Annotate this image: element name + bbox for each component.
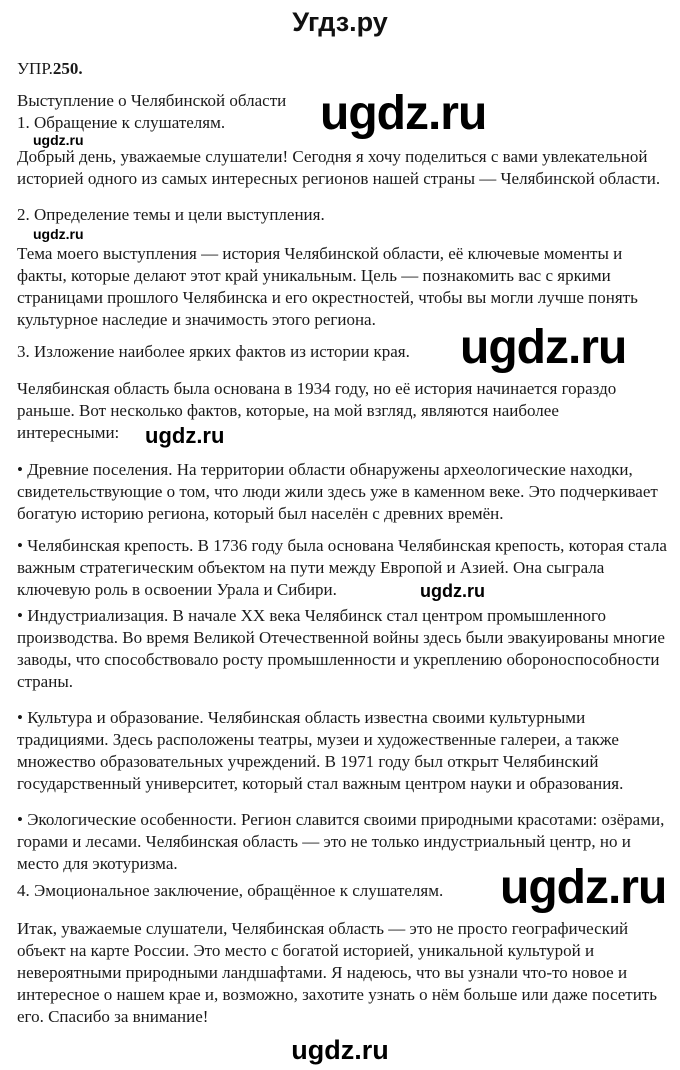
watermark: ugdz.ru bbox=[420, 581, 485, 601]
text-line: интересными: bbox=[17, 423, 120, 442]
watermark: ugdz.ru bbox=[33, 132, 84, 148]
text-line: историей одного из самых интересных регионов нашей страны — Челябинской области. bbox=[17, 169, 661, 188]
site-title: Угдз.ру bbox=[292, 7, 388, 37]
paragraph bbox=[17, 243, 638, 331]
exercise-number: 250. bbox=[52, 59, 83, 78]
text-line: 3. Изложение наиболее ярких фактов из истории края. bbox=[17, 342, 410, 361]
text-line: невероятными природными ландшафтами. Я надеюсь, что вы узнали что-то новое и bbox=[17, 963, 628, 982]
text-line: Челябинская область была основана в 1934 году, но её история начинается гораздо bbox=[17, 379, 617, 398]
text-line: Итак, уважаемые слушатели, Челябинская область — это не просто географический bbox=[17, 919, 629, 938]
paragraph bbox=[17, 707, 623, 795]
text-line: культурное наследие и значимость этого региона. bbox=[17, 310, 376, 329]
exercise-prefix: УПР. bbox=[17, 59, 53, 78]
text-line: • Индустриализация. В начале XX века Челябинск стал центром промышленного bbox=[17, 606, 606, 625]
text-line: 2. Определение темы и цели выступления. bbox=[17, 205, 325, 224]
paragraph bbox=[17, 378, 616, 444]
paragraph bbox=[17, 880, 443, 902]
watermark: ugdz.ru bbox=[460, 321, 627, 374]
text-line: интересное о нашем крае и, возможно, захотите узнать о нём больше или даже посетить bbox=[17, 985, 657, 1004]
text-line: 1. Обращение к слушателям. bbox=[17, 113, 226, 132]
text-line: государственный университет, который стал важным центром науки и образования. bbox=[17, 774, 624, 793]
paragraph bbox=[17, 146, 660, 190]
text-line: страницами прошлого Челябинска и его окрестностей, чтобы вы могли лучше понять bbox=[17, 288, 638, 307]
text-line: • Челябинская крепость. В 1736 году была основана Челябинская крепость, которая стала bbox=[17, 536, 667, 555]
text-line: горами и лесами. Челябинская область — это не только индустриальный центр, но и bbox=[17, 832, 631, 851]
watermark: ugdz.ru bbox=[320, 87, 487, 140]
text-line: 4. Эмоциональное заключение, обращённое к слушателям. bbox=[17, 881, 444, 900]
text-line: страны. bbox=[17, 672, 73, 691]
text-line: его. Спасибо за внимание! bbox=[17, 1007, 209, 1026]
watermark: ugdz.ru bbox=[145, 423, 225, 448]
text-line: Тема моего выступления — история Челябинской области, её ключевые моменты и bbox=[17, 244, 623, 263]
paragraph bbox=[17, 918, 657, 1028]
text-line: ключевую роль в освоении Урала и Сибири. bbox=[17, 580, 337, 599]
text-line: раньше. Вот несколько фактов, которые, на мой взгляд, являются наиболее bbox=[17, 401, 559, 420]
text-line: • Древние поселения. На территории области обнаружены археологические находки, bbox=[17, 460, 633, 479]
text-line: заводы, что способствовало росту промышленности и укреплению обороноспособности bbox=[17, 650, 660, 669]
watermark: ugdz.ru bbox=[291, 1035, 389, 1065]
exercise-label bbox=[17, 58, 83, 80]
text-line: Добрый день, уважаемые слушатели! Сегодня я хочу поделиться с вами увлекательной bbox=[17, 147, 648, 166]
text-line: • Культура и образование. Челябинская область известна своими культурными bbox=[17, 708, 586, 727]
paragraph bbox=[17, 341, 410, 363]
text-line: традициями. Здесь расположены театры, музеи и художественные галереи, а также bbox=[17, 730, 619, 749]
text-line: свидетельствующие о том, что люди жили здесь уже в каменном веке. Это подчеркивает bbox=[17, 482, 658, 501]
text-line: • Экологические особенности. Регион славится своими природными красотами: озёрами, bbox=[17, 810, 665, 829]
text-line: факты, которые делают этот край уникальным. Цель — познакомить вас с яркими bbox=[17, 266, 611, 285]
paragraph bbox=[17, 204, 325, 226]
text-line: множество образовательных учреждений. В 1971 году был открыт Челябинский bbox=[17, 752, 599, 771]
text-line: производства. Во время Великой Отечественной войны здесь были эвакуированы многие bbox=[17, 628, 665, 647]
watermark: ugdz.ru bbox=[500, 861, 667, 914]
paragraph bbox=[17, 535, 667, 601]
text-line: важным стратегическим объектом на пути между Европой и Азией. Она сыграла bbox=[17, 558, 605, 577]
watermark: ugdz.ru bbox=[33, 226, 84, 242]
text-line: объект на карте России. Это место с богатой историей, уникальной культурой и bbox=[17, 941, 595, 960]
text-line: Выступление о Челябинской области bbox=[17, 91, 287, 110]
text-line: место для экотуризма. bbox=[17, 854, 178, 873]
paragraph bbox=[17, 459, 658, 525]
paragraph bbox=[17, 90, 286, 134]
text-line: богатую историю региона, который был населён с древних времён. bbox=[17, 504, 504, 523]
paragraph bbox=[17, 605, 665, 693]
